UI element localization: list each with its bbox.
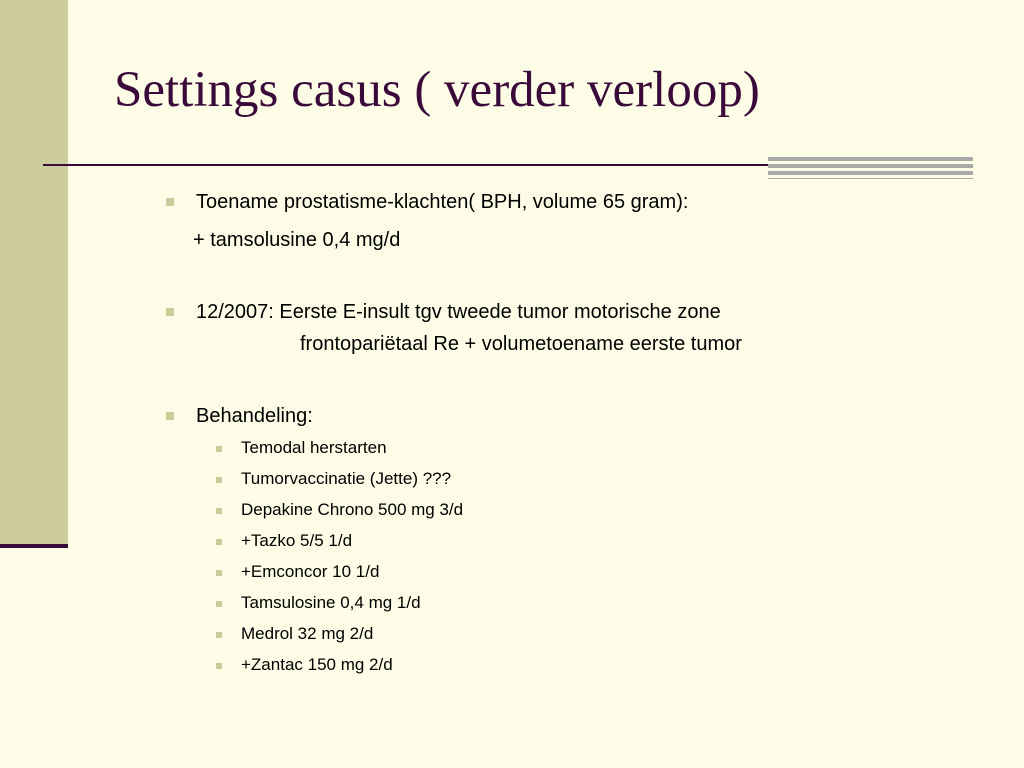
list-item: +Zantac 150 mg 2/d: [241, 655, 393, 674]
subbullet-square-icon: [216, 508, 222, 514]
bullet-1-line-1: Toename prostatisme-klachten( BPH, volume 65 gram):: [196, 191, 689, 213]
bullet-2-line-1: 12/2007: Eerste E-insult tgv tweede tumor motorische zone: [196, 301, 721, 323]
bullet-square-icon: [166, 308, 174, 316]
list-item: +Tazko 5/5 1/d: [241, 531, 353, 550]
list-item: +Emconcor 10 1/d: [241, 562, 380, 581]
bullet-3-line-1: Behandeling:: [196, 405, 313, 427]
bullet-square-icon: [166, 412, 174, 420]
list-item: Depakine Chrono 500 mg 3/d: [241, 500, 464, 519]
subbullet-square-icon: [216, 601, 222, 607]
subbullet-square-icon: [216, 632, 222, 638]
bullet-square-icon: [166, 198, 174, 206]
list-item: Temodal herstarten: [241, 438, 387, 457]
slide-title: Settings casus ( verder verloop): [114, 62, 760, 118]
subbullet-square-icon: [216, 539, 222, 545]
subbullet-square-icon: [216, 477, 222, 483]
subbullet-square-icon: [216, 570, 222, 576]
subbullet-square-icon: [216, 663, 222, 669]
list-item: Tamsulosine 0,4 mg 1/d: [241, 593, 421, 612]
list-item: Tumorvaccinatie (Jette) ???: [241, 469, 452, 488]
list-item: Medrol 32 mg 2/d: [241, 624, 374, 643]
bullet-1-line-2: + tamsolusine 0,4 mg/d: [193, 229, 401, 251]
subbullet-square-icon: [216, 446, 222, 452]
bullet-2-line-2: frontopariëtaal Re + volumetoename eerste tumor: [300, 333, 742, 355]
